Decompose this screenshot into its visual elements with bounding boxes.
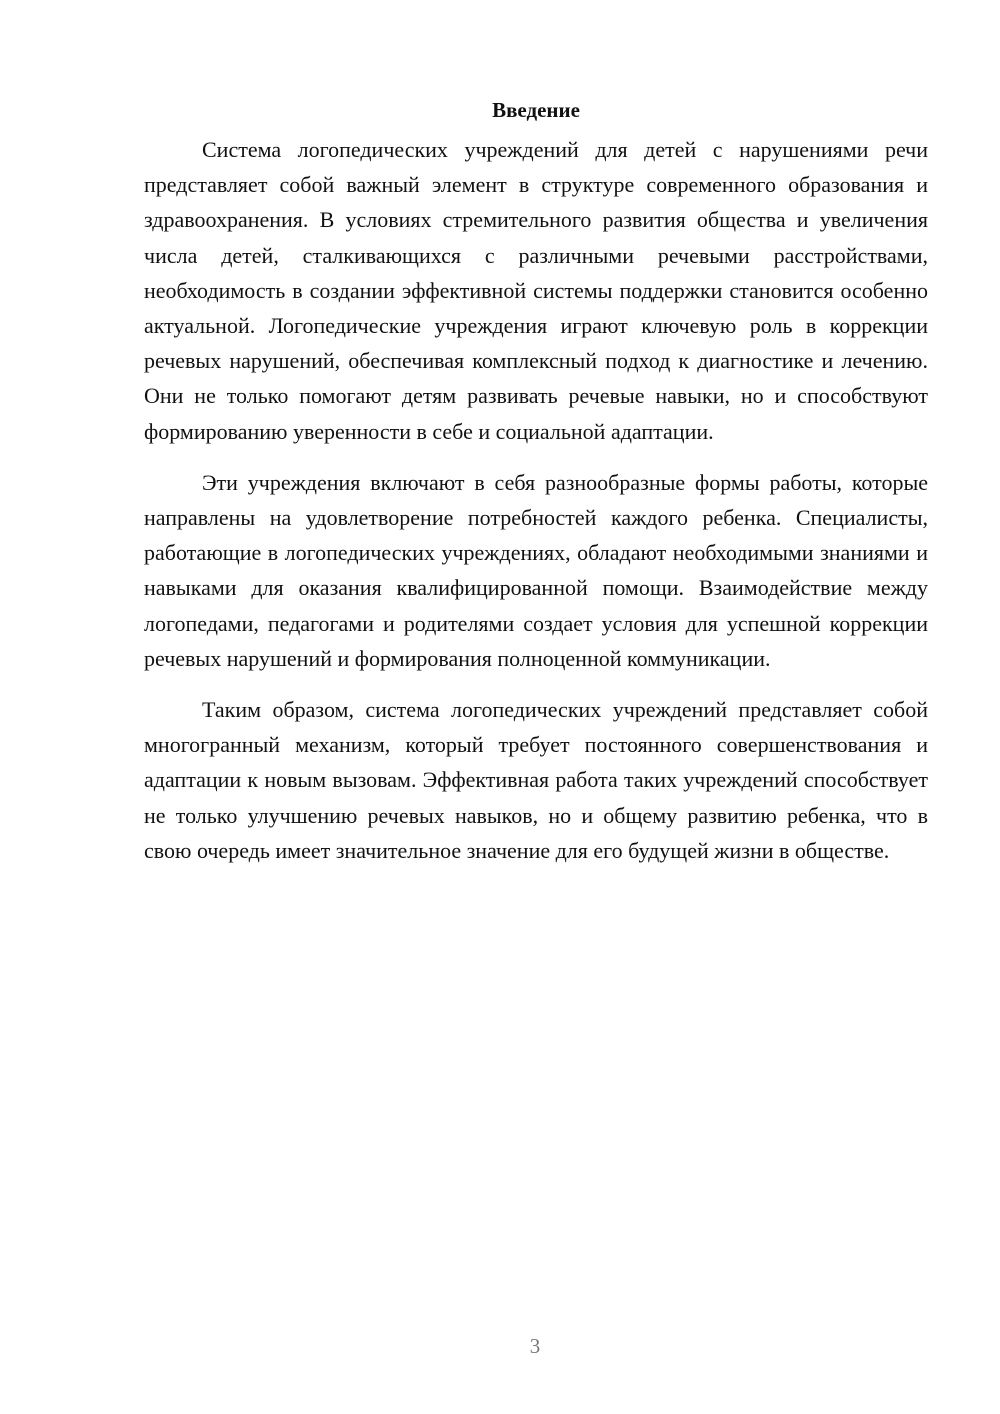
paragraph-1: Система логопедических учреждений для детей с нарушениями речи представляет собой важный элемент в структуре современного образования и здравоохранения. В условиях стремительного развития общества и увеличения числа детей, сталкивающихся с различными речевыми расстройствами, необходимость в создании эффективной системы поддержки становится особенно актуальной. Логопедические учреждения играют ключевую роль в коррекции речевых нарушений, обеспечивая комплексный подход к диагностике и лечению. Они не только помогают детям развивать речевые навыки, но и способствуют формированию уверенности в себе и социальной адаптации.: [144, 137, 928, 444]
paragraph-3: Таким образом, система логопедических учреждений представляет собой многогранный механизм, который требует постоянного совершенствования и адаптации к новым вызовам. Эффективная работа таких учреждений способствует не только улучшению речевых навыков, но и общему развитию ребенка, что в свою очередь имеет значительное значение для его будущей жизни в обществе.: [144, 697, 928, 863]
paragraph-2: Эти учреждения включают в себя разнообразные формы работы, которые направлены на удовлетворение потребностей каждого ребенка. Специалисты, работающие в логопедических учреждениях, обладают необходимыми знаниями и навыками для оказания квалифицированной помощи. Взаимодействие между логопедами, педагогами и родителями создает условия для успешной коррекции речевых нарушений и формирования полноценной коммуникации.: [144, 469, 928, 671]
page-title: Введение: [492, 98, 580, 122]
page-number: 3: [529, 1334, 541, 1358]
page-content: [144, 92, 928, 884]
